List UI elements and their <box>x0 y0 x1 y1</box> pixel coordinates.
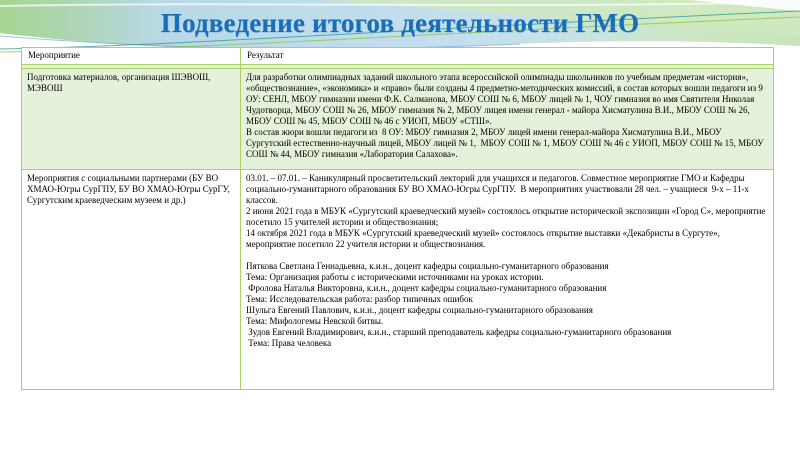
result-cell <box>241 170 774 390</box>
result-paragraph: Тема: Исследовательская работа: разбор типичных ошибок <box>246 294 473 304</box>
result-paragraph: Фролова Наталья Викторовна, к.и.н., доцент кафедры социально-гуманитарного образования <box>246 283 607 293</box>
result-paragraph: Пяткова Светлана Геннадьевна, к.и.н., доцент кафедры социально-гуманитарного образования <box>246 261 609 271</box>
table-row-olympiad <box>22 69 774 170</box>
column-header-event: Мероприятие <box>22 48 241 65</box>
result-paragraph-blank <box>246 250 768 261</box>
result-paragraph: Для разработки олимпиадных заданий школьного этапа всероссийской олимпиады школьников по учебным предметам «история», «обществознание», «экономика» и «право» были созданы 4 предметно-методических комиссий, в состав которых вошли педагоги из 9 ОУ: СЕНЛ, МБОУ гимназии имени Ф.К. Салманова, МБОУ СОШ № 6, МБОУ лицей № 1, ЧОУ гимназия во имя Святителя Николая Чудотворца, МБОУ СОШ № 26, МБОУ гимназия № 2, МБОУ лицея имени генерал - майора Хисматулина В.И., МБОУ СОШ № 26, МБОУ СОШ № 45, МБОУ СОШ № 46 с УИОП, МБОУ «СТШ». <box>246 72 766 126</box>
page-title: Подведение итогов деятельности ГМО <box>160 8 640 38</box>
event-cell: Подготовка материалов, организация ШЭВОШ, МЭВОШ <box>22 69 241 170</box>
column-header-result: Результат <box>241 48 774 65</box>
table-row-partners <box>22 170 774 390</box>
result-paragraph: Тема: Права человека <box>246 338 332 348</box>
result-paragraph: Тема: Мифологемы Невской битвы. <box>246 316 384 326</box>
result-cell <box>241 69 774 170</box>
result-paragraph: 03.01. – 07.01. – Каникулярный просветительский лекторий для учащихся и педагогов. Совместное мероприятие ГМО и Кафедры социально-гуманитарного образования БУ ВО ХМАО-Югры СурГПУ. В мероприятиях участвовали 28 чел. – учащиеся 9-х – 11-х классов. <box>246 173 752 205</box>
result-paragraph: Зудов Евгений Владимирович, к.и.н., старший преподаватель кафедры социально-гуманитарного образования <box>246 327 672 337</box>
result-paragraph: Тема: Организация работы с историческими источниками на уроках истории. <box>246 272 544 282</box>
results-table <box>21 47 774 390</box>
table-header-row <box>22 48 774 65</box>
result-paragraph: 14 октября 2021 года в МБУК «Сургутский краеведческий музей» состоялось открытие выставки «Декабристы в Сургуте», мероприятие посетило 22 учителя истории и обществознания. <box>246 228 723 249</box>
results-table-container <box>21 47 773 390</box>
result-paragraph: Шульга Евгений Павлович, к.и.н., доцент кафедры социально-гуманитарного образования <box>246 305 593 315</box>
event-cell: Мероприятия с социальными партнерами (БУ ВО ХМАО-Югры СурГПУ, БУ ВО ХМАО-Югры СурГУ, Сургутским краеведческим музеем и др.) <box>22 170 241 390</box>
result-paragraph: 2 июня 2021 года в МБУК «Сургутский краеведческий музей» состоялось открытие исторической экспозиции «Город С», мероприятие посетило 15 учителей истории и обществознания; <box>246 206 768 227</box>
result-paragraph: В состав жюри вошли педагоги из 8 ОУ: МБОУ гимназия 2, МБОУ лицей имени генерал-майора Хисматулина В.И., МБОУ Сургутский естественно-научный лицей, МБОУ лицей № 1, МБОУ СОШ № 1, МБОУ СОШ № 46 с УИОП, МБОУ СОШ № 15, МБОУ СОШ № 44, МБОУ гимназия «Лаборатория Салахова». <box>246 127 766 159</box>
